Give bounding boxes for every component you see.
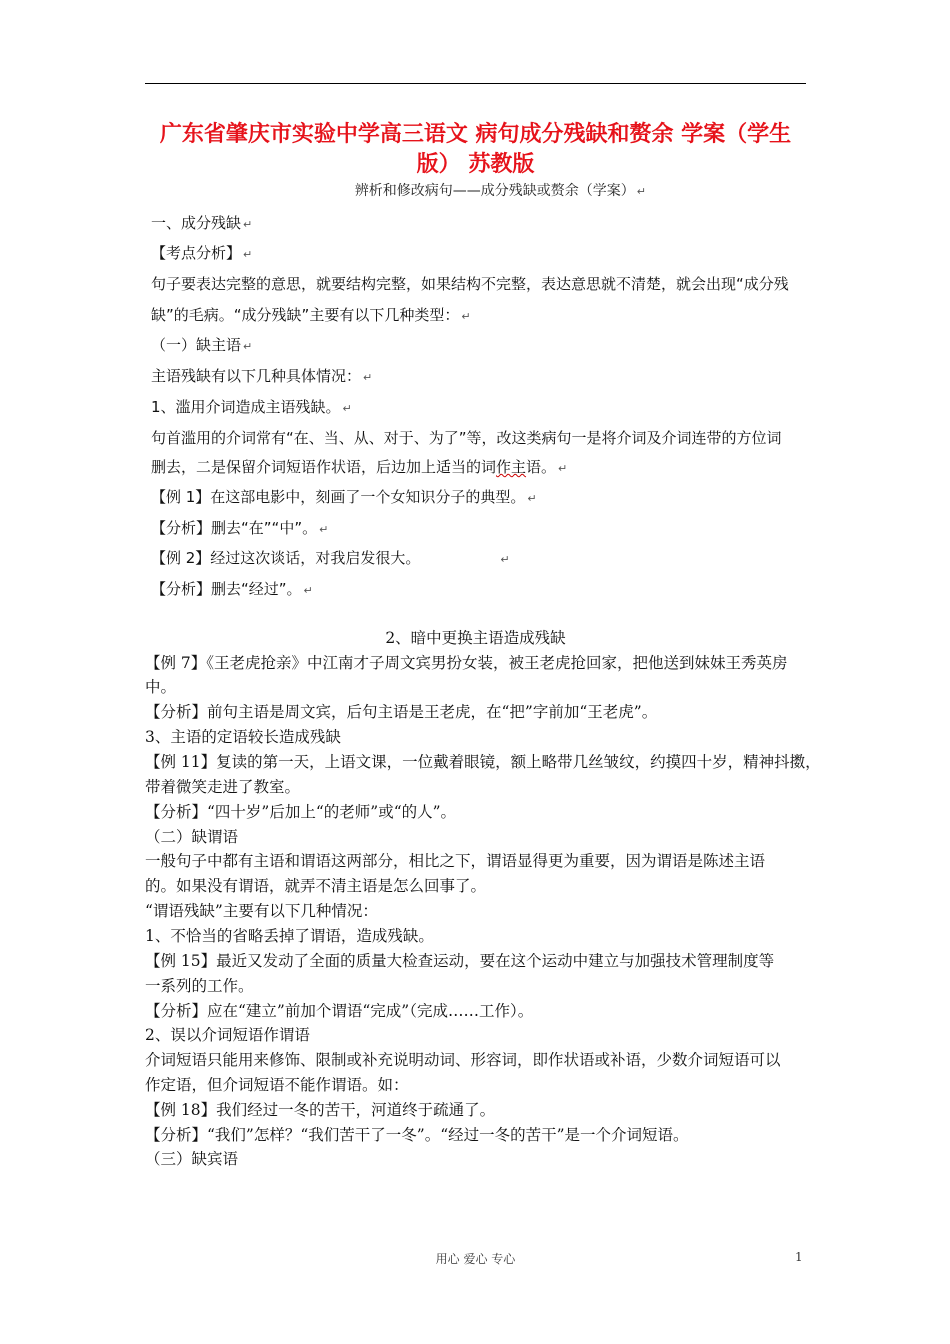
example-line [151,547,510,568]
line-text: 【分析】删去“经过”。 [151,580,302,598]
paragraph-mark: ↵ [243,340,253,353]
paragraph-mark: ↵ [342,402,352,415]
text-line [151,365,372,386]
paragraph-mark: ↵ [243,248,253,261]
page-number: 1 [795,1250,803,1264]
paragraph-mark: ↵ [636,185,646,198]
paragraph-mark: ↵ [527,492,537,505]
text-line [151,427,782,448]
paragraph-mark: ↵ [461,310,471,323]
paragraph-mark: ↵ [363,371,373,384]
text-line: 一系列的工作。 [145,977,254,995]
paragraph-mark: ↵ [319,523,329,536]
analysis-line [151,578,313,599]
analysis-line: 【分析】应在“建立”前加个谓语“完成”（完成……工作）。 [145,1002,534,1020]
text-line: 的。如果没有谓语，就弄不清主语是怎么回事了。 [145,877,487,895]
text-line: 1、不恰当的省略丢掉了谓语，造成残缺。 [145,927,434,945]
analysis-line: 【分析】前句主语是周文宾，后句主语是王老虎，在“把”字前加“王老虎”。 [145,703,658,721]
line-text: 语。 [526,458,557,476]
subtitle-text: 辨析和修改病句——成分残缺或赘余（学案） [354,183,635,199]
paragraph-mark: ↵ [558,462,568,475]
text-line: 一般句子中都有主语和谓语这两部分，相比之下，谓语显得更为重要，因为谓语是陈述主语 [145,852,766,870]
text-line: 带着微笑走进了教室。 [145,778,301,796]
subsection-heading [151,334,252,355]
text-line: 2、误以介词短语作谓语 [145,1026,310,1044]
line-text: 句子要表达完整的意思，就要结构完整，如果结构不完整，表达意思就不清楚，就会出现“成分残 [151,275,789,293]
text-line [151,456,567,477]
paragraph-mark: ↵ [303,584,313,597]
paragraph-mark: ↵ [500,553,510,566]
text-line: 3、主语的定语较长造成残缺 [145,728,341,746]
line-text: （一）缺主语 [151,336,242,354]
example-line [151,486,537,507]
document-title: 广东省肇庆市实验中学高三语文 病句成分残缺和赘余 学案（学生版） 苏教版 [159,122,792,177]
text-line: 介词短语只能用来修饰、限制或补充说明动词、形容词，即作状语或补语，少数介词短语可以 [145,1051,781,1069]
section-heading [151,212,252,233]
example-line: 【例 7】《王老虎抢亲》中江南才子周文宾男扮女装，被王老虎抢回家，把他送到妹妹王秀英房 [145,654,788,672]
line-text: 【例 2】经过这次谈话，对我启发很大。 [151,549,421,567]
line-text: 【考点分析】 [151,244,242,262]
line-text: 一、成分残缺 [151,214,242,232]
line-text: 句首滥用的介词常有“在、当、从、对于、为了”等，改这类病句一是将介词及介词连带的方位词 [151,429,782,447]
analysis-line [151,517,328,538]
subsection-heading: （三）缺宾语 [145,1150,239,1168]
line-text: 缺”的毛病。“成分残缺”主要有以下几种类型： [151,306,460,324]
subsection-heading: （二）缺谓语 [145,828,239,846]
spellcheck-underlined-text: 作主 [496,458,527,476]
example-line: 【例 11】复读的第一天，上语文课，一位戴着眼镜，额上略带几丝皱纹，约摸四十岁，精神抖擞， [145,753,821,771]
line-text: 1、滥用介词造成主语残缺。 [151,398,341,416]
line-text: 【分析】删去“在”“中”。 [151,519,318,537]
text-line [151,396,352,417]
header-rule [145,83,806,84]
paragraph-mark: ↵ [243,218,253,231]
line-text: 【例 1】在这部电影中，刻画了一个女知识分子的典型。 [151,488,526,506]
analysis-line: 【分析】“四十岁”后加上“的老师”或“的人”。 [145,803,457,821]
point-analysis-label [151,242,252,263]
analysis-line: 【分析】“我们”怎样？“我们苦干了一冬”。“经过一冬的苦干”是一个介词短语。 [145,1126,689,1144]
document-subtitle [145,180,806,200]
text-line [151,273,789,294]
text-line: “谓语残缺”主要有以下几种情况： [145,902,378,920]
text-line [151,304,471,325]
footer-text: 用心 爱心 专心 [435,1252,516,1266]
example-line: 【例 15】最近又发动了全面的质量大检查运动，要在这个运动中建立与加强技术管理制度等 [145,952,775,970]
line-text: 删去，二是保留介词短语作状语，后边加上适当的词 [151,458,497,476]
text-line: 中。 [145,678,177,696]
subheading-centered: 2、暗中更换主语造成残缺 [385,629,566,647]
example-line: 【例 18】我们经过一冬的苦干，河道终于疏通了。 [145,1101,496,1119]
text-line: 作定语，但介词短语不能作谓语。如： [145,1076,409,1094]
line-text: 主语残缺有以下几种具体情况： [151,367,362,385]
